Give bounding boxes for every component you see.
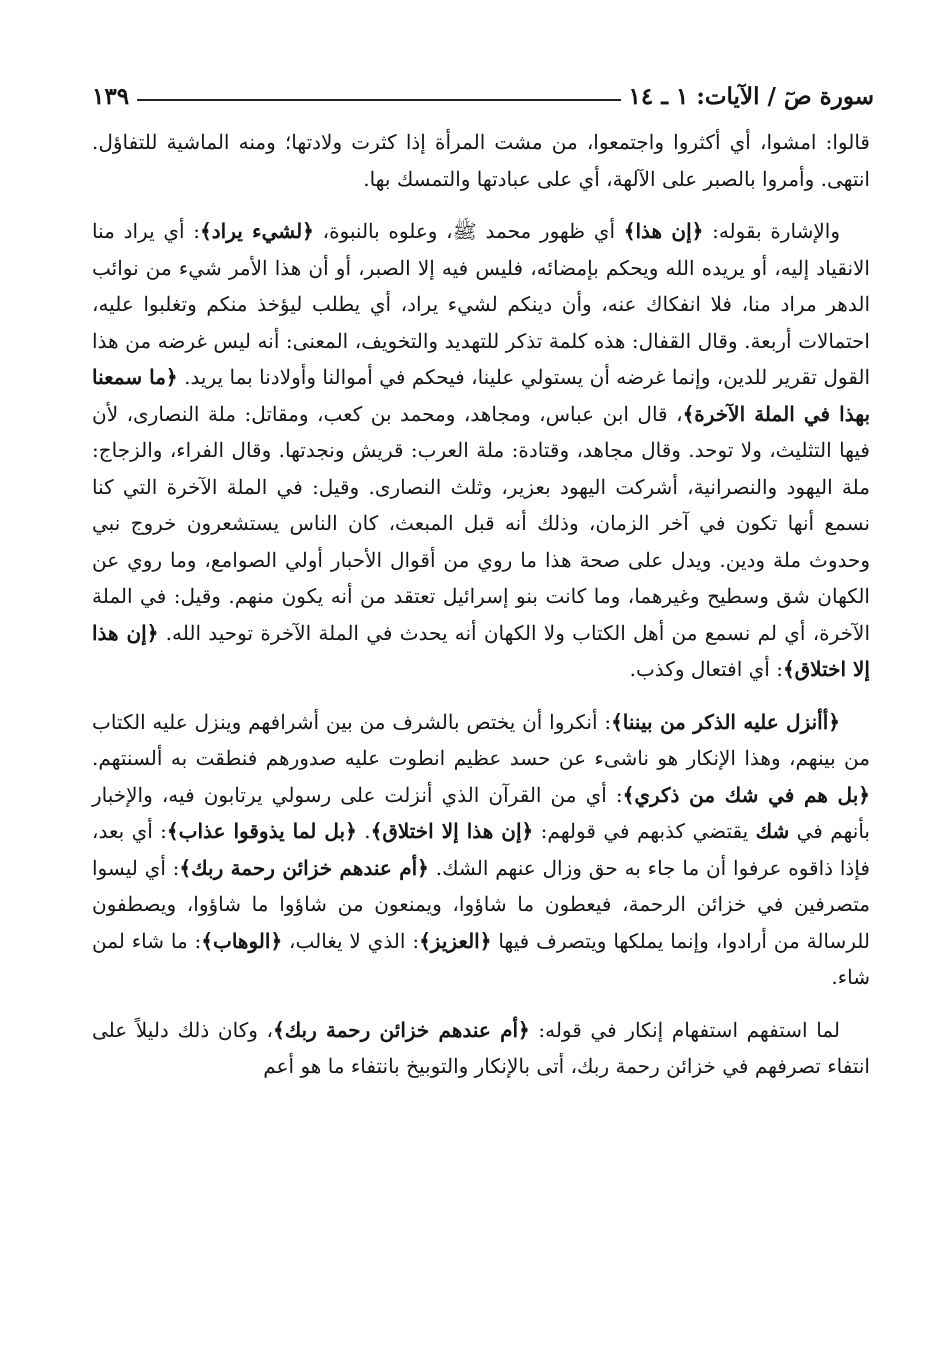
text-run: لما استفهم استفهام إنكار في قوله: — [529, 1017, 840, 1042]
quran-quote: ﴿ما سمعنا بهذا في الملة الآخرة﴾ — [92, 365, 871, 426]
quran-quote: ﴿لشيء يراد﴾ — [200, 219, 314, 243]
quran-quote: ﴿بل هم في شك من ذكري﴾ — [622, 782, 870, 807]
emphasis: شك — [755, 819, 790, 843]
quran-quote: ﴿إن هذا إلا اختلاق﴾ — [92, 620, 870, 681]
page-number: ١٣٩ — [92, 83, 130, 110]
text-run: : أي افتعال وكذب. — [629, 657, 783, 681]
paragraph — [92, 704, 870, 996]
text-run: أي ظهور محمد ﷺ، وعلوه بالنبوة، — [313, 219, 624, 243]
text-run: يقتضي كذبهم في قولهم: — [533, 819, 756, 843]
quran-quote: ﴿أم عندهم خزائن رحمة ربك﴾ — [179, 855, 429, 880]
quran-quote: ﴿بل لما يذوقوا عذاب﴾ — [166, 819, 357, 843]
quran-quote: ﴿إن هذا إلا اختلاق﴾ — [370, 819, 534, 843]
running-title: سورة صٓ / الآيات: ١ ـ ١٤ — [628, 83, 874, 110]
text-run: ، وكان ذلك دليلاً على انتفاء تصرفهم في خزائن رحمة ربك، أتى بالإنكار والتوبيخ بانتفاء ما هو أعم — [92, 1017, 870, 1078]
text-run: : ما شاء لمن شاء. — [92, 928, 870, 989]
quran-quote: ﴿أأنزل عليه الذكر من بيننا﴾ — [611, 709, 840, 734]
paragraph — [92, 213, 870, 688]
text-run: ، قال ابن عباس، ومجاهد، ومحمد بن كعب، ومقاتل: ملة النصارى، لأن فيها التثليث، ولا توحد. وقال مجاهد، وقتادة: ملة العرب: قريش ونجدتها. وقال الفراء، والزجاج: ملة اليهود والنصرانية، أشركت اليهود بعزير، وثلث النصارى. وقيل: في الملة الآخرة التي كنا نسمع أنها تكون في آخر الزمان، وذلك أنه قبل المبعث، كان الناس يستشعرون خروج نبي وحدوث ملة ودين. ويدل على صحة هذا ما روي من أقوال الأحبار أولي الصوامع، وما روي عن الكهان شق وسطيح وغيرهما، وما كانت بنو إسرائيل تعتقد من أنه يكون منهم. وقيل: في الملة الآخرة، أي لم نسمع من أهل الكتاب ولا الكهان أنه يحدث في الملة الآخرة توحيد الله. — [92, 401, 870, 645]
text-run: : الذي لا يغالب، — [282, 928, 420, 953]
paragraph — [92, 124, 870, 197]
text-run: والإشارة بقوله: — [703, 219, 840, 243]
text-run: : أي بعد، فإذا ذاقوه عرفوا أن ما جاء به حق وزال عنهم الشك. — [92, 819, 870, 880]
text-run: : أي من القرآن الذي أنزلت على رسولي يرتابون فيه، والإخبار بأنهم في — [92, 782, 871, 843]
text-run: : أنكروا أن يختص بالشرف من بين أشرافهم وينزل عليه الكتاب من بينهم، وهذا الإنكار هو ناشىء عن حسد عظيم انطوت عليه صدورهم فنطقت به ألسنتهم. — [92, 709, 870, 770]
quran-quote: ﴿أم عندهم خزائن رحمة ربك﴾ — [272, 1017, 530, 1042]
text-run: قالوا: امشوا، أي أكثروا واجتمعوا، من مشت المرأة إذا كثرت ولادتها؛ ومنه الماشية للتفاؤل. انتهى. وأمروا بالصبر على الآلهة، أي على عبادتها والتمسك بها. — [92, 130, 870, 191]
page-header — [92, 72, 874, 112]
body-text — [92, 124, 870, 1085]
quran-quote: ﴿العزيز﴾ — [419, 928, 492, 953]
text-run: : أي يراد منا الانقياد إليه، أو يريده الله ويحكم بإمضائه، فليس فيه إلا الصبر، أو أن هذا الأمر شيء من نوائب الدهر مراد منا، فلا انفكاك عنه، وأن دينكم لشيء يراد، أي يطلب ليؤخذ منكم وتغلبوا عليه، احتمالات أربعة. وقال القفال: هذه كلمة تذكر للتهديد والتخويف، المعنى: أنه ليس غرضه من هذا القول تقرير للدين، وإنما غرضه أن يستولي علينا، فيحكم في أموالنا وأولادنا بما يريد. — [92, 219, 871, 389]
header-rule — [137, 99, 620, 101]
quran-quote: ﴿الوهاب﴾ — [201, 928, 283, 953]
text-run: : أي ليسوا متصرفين في خزائن الرحمة، فيعطون ما شاؤوا، ويمنعون من شاؤوا ما شاؤوا، ويصطفون للرسالة من أرادوا، وإنما يملكها ويتصرف فيها — [92, 855, 871, 953]
text-run: . — [356, 819, 371, 843]
paragraph — [92, 1012, 870, 1085]
quran-quote: ﴿إن هذا﴾ — [623, 219, 704, 243]
